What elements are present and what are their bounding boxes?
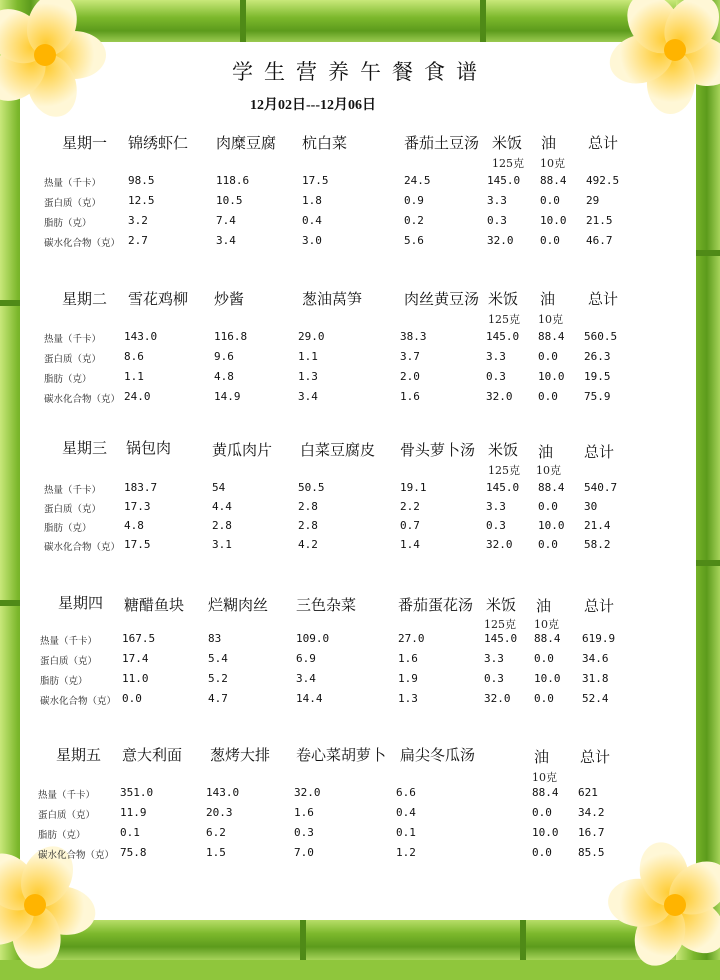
value-cell: 0.0 xyxy=(540,194,560,207)
value-cell: 32.0 xyxy=(486,390,513,403)
value-cell: 2.8 xyxy=(298,500,318,513)
value-cell: 0.2 xyxy=(404,214,424,227)
row-label: 碳水化合物（克） xyxy=(40,696,117,707)
value-cell: 0.0 xyxy=(538,500,558,513)
row-label: 蛋白质（克） xyxy=(44,354,102,365)
dish-name: 油 xyxy=(538,443,554,461)
page-title: 学生营养午餐食谱 xyxy=(232,60,488,84)
day-label: 星期四 xyxy=(58,594,104,612)
value-cell: 88.4 xyxy=(534,632,561,645)
dish-name: 锦绣虾仁 xyxy=(128,134,189,152)
dish-name: 意大利面 xyxy=(122,746,183,764)
oil-amount: 10克 xyxy=(538,313,563,326)
dish-name: 番茄蛋花汤 xyxy=(398,596,474,614)
dish-name: 肉糜豆腐 xyxy=(216,134,277,152)
value-cell: 145.0 xyxy=(486,330,520,343)
value-cell: 5.2 xyxy=(208,672,228,685)
value-cell: 31.8 xyxy=(582,672,609,685)
dish-name: 油 xyxy=(540,290,556,308)
flower-decoration-bottom-right xyxy=(600,830,720,980)
row-label: 碳水化合物（克） xyxy=(38,850,115,861)
dish-name: 米饭 xyxy=(488,441,519,459)
value-cell: 29 xyxy=(586,194,600,207)
row-label: 脂肪（克） xyxy=(38,830,86,841)
value-cell: 11.0 xyxy=(122,672,149,685)
value-cell: 11.9 xyxy=(120,806,147,819)
total-label: 总计 xyxy=(580,748,611,766)
dish-name: 油 xyxy=(541,134,557,152)
dish-name: 米饭 xyxy=(488,290,519,308)
value-cell: 1.3 xyxy=(398,692,418,705)
value-cell: 10.0 xyxy=(538,370,565,383)
value-cell: 560.5 xyxy=(584,330,618,343)
value-cell: 30 xyxy=(584,500,598,513)
value-cell: 0.0 xyxy=(532,806,552,819)
value-cell: 0.9 xyxy=(404,194,424,207)
value-cell: 3.1 xyxy=(212,538,232,551)
value-cell: 6.6 xyxy=(396,786,416,799)
dish-name: 烂糊肉丝 xyxy=(208,596,269,614)
bamboo-node xyxy=(480,0,486,44)
row-label: 热量（千卡） xyxy=(44,178,102,189)
dish-name: 扁尖冬瓜汤 xyxy=(400,746,476,764)
value-cell: 19.1 xyxy=(400,481,427,494)
dish-name: 杭白菜 xyxy=(302,134,348,152)
value-cell: 3.4 xyxy=(216,234,236,247)
total-label: 总计 xyxy=(584,443,615,461)
total-label: 总计 xyxy=(584,597,615,615)
value-cell: 17.4 xyxy=(122,652,149,665)
dish-name: 番茄土豆汤 xyxy=(404,134,480,152)
row-label: 蛋白质（克） xyxy=(44,504,102,515)
value-cell: 8.6 xyxy=(124,350,144,363)
value-cell: 2.2 xyxy=(400,500,420,513)
bamboo-node xyxy=(300,916,306,960)
value-cell: 24.0 xyxy=(124,390,151,403)
dish-name: 米饭 xyxy=(486,596,517,614)
value-cell: 3.3 xyxy=(486,500,506,513)
dish-name: 葱烤大排 xyxy=(210,746,271,764)
value-cell: 351.0 xyxy=(120,786,154,799)
value-cell: 21.4 xyxy=(584,519,611,532)
value-cell: 0.1 xyxy=(396,826,416,839)
row-label: 碳水化合物（克） xyxy=(44,238,121,249)
day-label: 星期二 xyxy=(62,290,108,308)
oil-amount: 10克 xyxy=(534,618,559,631)
value-cell: 1.6 xyxy=(294,806,314,819)
dish-name: 葱油莴笋 xyxy=(302,290,363,308)
dish-name: 锅包肉 xyxy=(126,439,172,457)
row-label: 热量（千卡） xyxy=(38,790,96,801)
value-cell: 3.3 xyxy=(486,350,506,363)
dish-name: 油 xyxy=(536,597,552,615)
value-cell: 145.0 xyxy=(484,632,518,645)
dish-name: 雪花鸡柳 xyxy=(128,290,189,308)
row-label: 脂肪（克） xyxy=(44,523,92,534)
value-cell: 143.0 xyxy=(124,330,158,343)
dish-name: 黄瓜肉片 xyxy=(212,441,273,459)
dish-name: 米饭 xyxy=(492,134,523,152)
value-cell: 34.2 xyxy=(578,806,605,819)
value-cell: 621 xyxy=(578,786,598,799)
value-cell: 0.4 xyxy=(396,806,416,819)
dish-name: 炒酱 xyxy=(214,290,245,308)
rice-amount: 125克 xyxy=(492,157,524,170)
value-cell: 46.7 xyxy=(586,234,613,247)
value-cell: 34.6 xyxy=(582,652,609,665)
value-cell: 1.5 xyxy=(206,846,226,859)
value-cell: 1.1 xyxy=(298,350,318,363)
date-range: 12月02日---12月06日 xyxy=(250,98,376,113)
day-label: 星期五 xyxy=(56,746,102,764)
row-label: 脂肪（克） xyxy=(44,218,92,229)
value-cell: 85.5 xyxy=(578,846,605,859)
value-cell: 2.7 xyxy=(128,234,148,247)
value-cell: 0.0 xyxy=(538,390,558,403)
value-cell: 2.8 xyxy=(298,519,318,532)
value-cell: 1.4 xyxy=(400,538,420,551)
row-label: 碳水化合物（克） xyxy=(44,394,121,405)
oil-amount: 10克 xyxy=(540,157,565,170)
value-cell: 3.3 xyxy=(484,652,504,665)
value-cell: 88.4 xyxy=(532,786,559,799)
value-cell: 0.7 xyxy=(400,519,420,532)
row-label: 热量（千卡） xyxy=(40,636,98,647)
value-cell: 88.4 xyxy=(538,330,565,343)
value-cell: 24.5 xyxy=(404,174,431,187)
dish-name: 骨头萝卜汤 xyxy=(400,441,476,459)
value-cell: 0.3 xyxy=(486,370,506,383)
value-cell: 83 xyxy=(208,632,222,645)
row-label: 热量（千卡） xyxy=(44,485,102,496)
value-cell: 1.6 xyxy=(398,652,418,665)
value-cell: 2.8 xyxy=(212,519,232,532)
dish-name: 糖醋鱼块 xyxy=(124,596,185,614)
value-cell: 20.3 xyxy=(206,806,233,819)
value-cell: 17.3 xyxy=(124,500,151,513)
value-cell: 4.8 xyxy=(214,370,234,383)
rice-amount: 125克 xyxy=(484,618,516,631)
row-label: 蛋白质（克） xyxy=(38,810,96,821)
oil-amount: 10克 xyxy=(536,464,561,477)
value-cell: 0.4 xyxy=(302,214,322,227)
dish-name: 肉丝黄豆汤 xyxy=(404,290,480,308)
value-cell: 58.2 xyxy=(584,538,611,551)
value-cell: 619.9 xyxy=(582,632,616,645)
value-cell: 17.5 xyxy=(302,174,329,187)
value-cell: 109.0 xyxy=(296,632,330,645)
value-cell: 4.8 xyxy=(124,519,144,532)
day-label: 星期一 xyxy=(62,134,108,152)
value-cell: 16.7 xyxy=(578,826,605,839)
value-cell: 75.9 xyxy=(584,390,611,403)
rice-amount: 125克 xyxy=(488,313,520,326)
value-cell: 540.7 xyxy=(584,481,618,494)
value-cell: 3.4 xyxy=(298,390,318,403)
value-cell: 54 xyxy=(212,481,226,494)
value-cell: 10.0 xyxy=(534,672,561,685)
value-cell: 183.7 xyxy=(124,481,158,494)
value-cell: 0.0 xyxy=(534,692,554,705)
value-cell: 3.4 xyxy=(296,672,316,685)
value-cell: 0.3 xyxy=(484,672,504,685)
value-cell: 27.0 xyxy=(398,632,425,645)
value-cell: 14.4 xyxy=(296,692,323,705)
value-cell: 10.0 xyxy=(538,519,565,532)
oil-amount: 10克 xyxy=(532,771,557,784)
value-cell: 1.1 xyxy=(124,370,144,383)
value-cell: 145.0 xyxy=(487,174,521,187)
value-cell: 21.5 xyxy=(586,214,613,227)
value-cell: 0.0 xyxy=(532,846,552,859)
value-cell: 3.3 xyxy=(487,194,507,207)
value-cell: 6.9 xyxy=(296,652,316,665)
value-cell: 26.3 xyxy=(584,350,611,363)
value-cell: 1.8 xyxy=(302,194,322,207)
value-cell: 116.8 xyxy=(214,330,248,343)
value-cell: 12.5 xyxy=(128,194,155,207)
value-cell: 32.0 xyxy=(487,234,514,247)
value-cell: 0.3 xyxy=(487,214,507,227)
value-cell: 1.3 xyxy=(298,370,318,383)
bamboo-node xyxy=(240,0,246,44)
value-cell: 32.0 xyxy=(484,692,511,705)
value-cell: 3.7 xyxy=(400,350,420,363)
value-cell: 6.2 xyxy=(206,826,226,839)
value-cell: 50.5 xyxy=(298,481,325,494)
value-cell: 0.3 xyxy=(486,519,506,532)
value-cell: 4.2 xyxy=(298,538,318,551)
value-cell: 98.5 xyxy=(128,174,155,187)
value-cell: 0.0 xyxy=(538,350,558,363)
dish-name: 卷心菜胡萝卜 xyxy=(296,746,387,764)
value-cell: 88.4 xyxy=(538,481,565,494)
value-cell: 0.3 xyxy=(294,826,314,839)
value-cell: 1.6 xyxy=(400,390,420,403)
value-cell: 88.4 xyxy=(540,174,567,187)
value-cell: 0.1 xyxy=(120,826,140,839)
total-label: 总计 xyxy=(588,290,619,308)
dish-name: 三色杂菜 xyxy=(296,596,357,614)
value-cell: 52.4 xyxy=(582,692,609,705)
value-cell: 2.0 xyxy=(400,370,420,383)
value-cell: 167.5 xyxy=(122,632,156,645)
value-cell: 7.4 xyxy=(216,214,236,227)
row-label: 热量（千卡） xyxy=(44,334,102,345)
dish-name: 油 xyxy=(534,748,550,766)
value-cell: 10.0 xyxy=(540,214,567,227)
row-label: 脂肪（克） xyxy=(44,374,92,385)
value-cell: 75.8 xyxy=(120,846,147,859)
value-cell: 29.0 xyxy=(298,330,325,343)
value-cell: 9.6 xyxy=(214,350,234,363)
row-label: 蛋白质（克） xyxy=(40,656,98,667)
rice-amount: 125克 xyxy=(488,464,520,477)
value-cell: 32.0 xyxy=(294,786,321,799)
value-cell: 145.0 xyxy=(486,481,520,494)
value-cell: 1.2 xyxy=(396,846,416,859)
row-label: 蛋白质（克） xyxy=(44,198,102,209)
value-cell: 4.4 xyxy=(212,500,232,513)
value-cell: 14.9 xyxy=(214,390,241,403)
value-cell: 492.5 xyxy=(586,174,620,187)
value-cell: 17.5 xyxy=(124,538,151,551)
value-cell: 10.5 xyxy=(216,194,243,207)
value-cell: 143.0 xyxy=(206,786,240,799)
value-cell: 19.5 xyxy=(584,370,611,383)
value-cell: 3.0 xyxy=(302,234,322,247)
dish-name: 白菜豆腐皮 xyxy=(300,441,376,459)
bamboo-node xyxy=(520,916,526,960)
value-cell: 0.0 xyxy=(122,692,142,705)
value-cell: 1.9 xyxy=(398,672,418,685)
value-cell: 3.2 xyxy=(128,214,148,227)
value-cell: 7.0 xyxy=(294,846,314,859)
value-cell: 118.6 xyxy=(216,174,250,187)
total-label: 总计 xyxy=(588,134,619,152)
value-cell: 32.0 xyxy=(486,538,513,551)
value-cell: 0.0 xyxy=(540,234,560,247)
value-cell: 5.6 xyxy=(404,234,424,247)
value-cell: 10.0 xyxy=(532,826,559,839)
value-cell: 0.0 xyxy=(538,538,558,551)
value-cell: 5.4 xyxy=(208,652,228,665)
value-cell: 0.0 xyxy=(534,652,554,665)
value-cell: 38.3 xyxy=(400,330,427,343)
day-label: 星期三 xyxy=(62,439,108,457)
value-cell: 4.7 xyxy=(208,692,228,705)
row-label: 脂肪（克） xyxy=(40,676,88,687)
row-label: 碳水化合物（克） xyxy=(44,542,121,553)
